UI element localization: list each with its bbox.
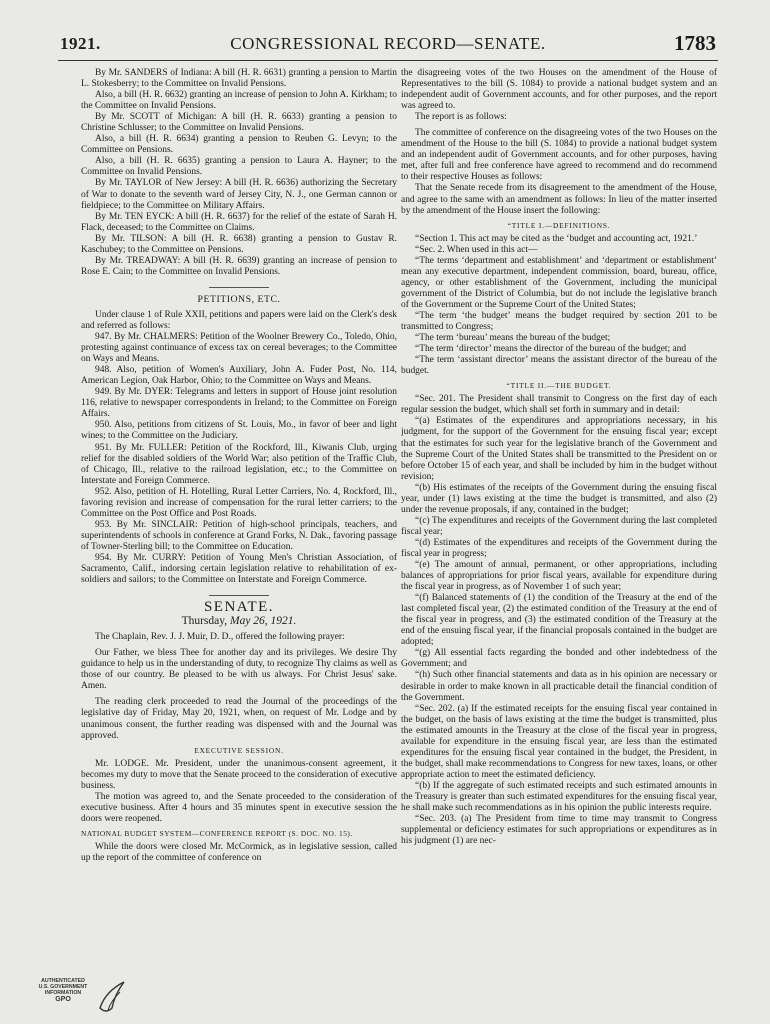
bill-entry: By Mr. TEN EYCK: A bill (H. R. 6637) for the relief of the estate of Sarah H. Flack, deceased; to the Committee on Claims. xyxy=(81,211,397,233)
logo-line: INFORMATION xyxy=(44,990,82,996)
executive-session-heading: EXECUTIVE SESSION. xyxy=(194,745,284,755)
petition-entry: 950. Also, petitions from citizens of St. Louis, Mo., in favor of beer and light wines; to the Committee on the Judiciary. xyxy=(81,420,397,442)
clause-d: “(d) Estimates of the expenditures and receipts of the Government during the fiscal year in progress; xyxy=(401,537,717,559)
bill-entry: Also, a bill (H. R. 6634) granting a pension to Reuben G. Levyn; to the Committee on Pensions. xyxy=(81,134,397,156)
petition-entry: 954. By Mr. CURRY: Petition of Young Men's Christian Association, of Sacramento, Calif., indorsing certain legislation relative to rehabilitation of ex-soldiers and sailors; to the Committee on Interstate and Foreign Commerce. xyxy=(81,552,397,586)
definition: “The term ‘the budget’ means the budget required by section 201 to be transmitted to Congress; xyxy=(401,310,717,333)
header-page-number: 1783 xyxy=(674,31,716,55)
while-text: While the doors were closed Mr. McCormick, as in legislative session, called up the report of the committee of conference on xyxy=(81,842,397,864)
section-two: “Sec. 2. When used in this act— xyxy=(415,244,538,255)
section-201: “Sec. 201. The President shall transmit to Congress on the first day of each regular session the budget, which shall set forth in summary and in detail: xyxy=(401,394,717,416)
header-year: 1921. xyxy=(60,34,101,53)
header-title: CONGRESSIONAL RECORD—SENATE. xyxy=(230,34,546,53)
chaplain-text: The Chaplain, Rev. J. J. Muir, D. D., offered the following prayer: xyxy=(95,632,345,643)
section-one: “Section 1. This act may be cited as the ‘budget and accounting act, 1921.’ xyxy=(415,233,698,244)
section-203: “Sec. 203. (a) The President from time to time may transmit to Congress supplemental or deficiency estimates for such appropriations or expenditures as in his judgment (1) are nec- xyxy=(401,814,717,847)
petition-entry: 948. Also, petition of Women's Auxiliary, John A. Fuder Post, No. 114, American Legion, Oak Harbor, Ohio; to the Committee on Ways and Means. xyxy=(81,365,397,387)
logo-text xyxy=(30,978,96,1003)
report-follows: The report is as follows: xyxy=(415,112,507,123)
clause-b: “(b) His estimates of the receipts of the Government during the ensuing fiscal year, under (1) laws existing at the time the budget is transmitted, and also (2) under the revenue proposals, if any, contained in the budget; xyxy=(401,482,717,515)
clause-g: “(g) All essential facts regarding the bonded and other indebtedness of the Government; and xyxy=(401,648,717,670)
petition-entry: Under clause 1 of Rule XXII, petitions and papers were laid on the Clerk's desk and referred as follows: xyxy=(81,309,397,331)
clause-f: “(f) Balanced statements of (1) the condition of the Treasury at the end of the last completed fiscal year, (2) the estimated condition of the Treasury at the end of the fiscal year in progress, and (3) the estimated condition of the Treasury at the end of the ensuing fiscal year, if the financial proposals contained in the budget are adopted; xyxy=(401,593,717,648)
bill-entry: By Mr. TILSON: A bill (H. R. 6638) granting a pension to Gustav R. Kaschubey; to the Committee on Pensions. xyxy=(81,233,397,255)
bill-entry: By Mr. TREADWAY: A bill (H. R. 6639) granting an increase of pension to Rose E. Cain; to the Committee on Invalid Pensions. xyxy=(81,255,397,277)
eagle-icon xyxy=(94,978,130,1018)
clause-a: “(a) Estimates of the expenditures and appropriations necessary, in his judgment, for the support of the Government for the ensuing fiscal year; except that the estimates for such year for the legislative branch of the Government and the Supreme Court of the United States shall be transmitted to the President on or before October 15 of each year, and shall be included by him in the budget without revision; xyxy=(401,416,717,482)
definition: “The term ‘assistant director’ means the assistant director of the bureau of the budget. xyxy=(401,355,717,377)
petition-entry: 952. Also, petition of H. Hotelling, Rural Letter Carriers, No. 4, Rockford, Ill., favoring revision and increase of compensation for the rural letter carriers; to the Committee on the Post Office and Post Roads. xyxy=(81,486,397,519)
left-column xyxy=(81,68,397,968)
clause-h: “(h) Such other financial statements and data as in his opinion are necessary or desirable in order to make known in all practicable detail the financial condition of the Government. xyxy=(401,670,717,703)
definition: “The term ‘bureau’ means the bureau of the budget; xyxy=(415,333,611,344)
logo-mark: GPO xyxy=(55,996,71,1003)
prayer-text: Our Father, we bless Thee for another day and its privileges. We desire Thy guidance to help us in the understanding of duty, to recognize Thy claims as well as those of our country. Be pleased to be with us always. For Christ Jesus' sake. Amen. xyxy=(81,648,397,692)
bill-entry: By Mr. SCOTT of Michigan: A bill (H. R. 6633) granting a pension to Christine Schlusser; to the Committee on Invalid Pensions. xyxy=(81,112,397,134)
recede-text: That the Senate recede from its disagreement to the amendment of the House, and agree to the same with an amendment as follows: In lieu of the matter inserted by the amendment of the House insert the following: xyxy=(401,183,717,216)
logo-line: AUTHENTICATED xyxy=(41,978,85,984)
bill-entry: Also, a bill (H. R. 6632) granting an increase of pension to John A. Kirkham; to the Committee on Invalid Pensions. xyxy=(81,90,397,112)
budget-system-heading: NATIONAL BUDGET SYSTEM—CONFERENCE REPORT (S. DOC. NO. 15). xyxy=(81,828,353,838)
committee-text: The committee of conference on the disagreeing votes of the two Houses on the amendment of the House to the bill (S. 1084) to provide a national budget system and an independent audit of Government accounts, and for other purposes, having met, after full and free conference have agreed to recommend and do recommend to their respective Houses as follows: xyxy=(401,128,717,183)
bill-entry: By Mr. SANDERS of Indiana: A bill (H. R. 6631) granting a pension to Martin L. Stokesberry; to the Committee on Invalid Pensions. xyxy=(81,68,397,90)
page-header xyxy=(58,30,718,61)
definition: “The term ‘director’ means the director of the bureau of the budget; and xyxy=(415,344,687,355)
petition-entry: 951. By Mr. FULLER: Petition of the Rockford, Ill., Kiwanis Club, urging relief for the disabled soldiers of the World War; also petition of the Traffic Club, of Chicago, Ill., relative to the railroad legislation, etc.; to the Committee on Interstate and Foreign Commerce. xyxy=(81,442,397,486)
senate-heading: SENATE. xyxy=(203,599,275,616)
section-divider xyxy=(209,595,269,596)
session-date xyxy=(81,616,397,627)
clause-c: “(c) The expenditures and receipts of the Government during the last completed fiscal year; xyxy=(401,515,717,537)
petition-entry: 949. By Mr. DYER: Telegrams and letters in support of House joint resolution 116, relative to newspaper correspondents in Ireland; to the Committee on Foreign Affairs. xyxy=(81,387,397,420)
petition-entry: 947. By Mr. CHALMERS: Petition of the Woolner Brewery Co., Toledo, Ohio, protesting against continuance of excess tax on cereal beverages; to the Committee on Ways and Means. xyxy=(81,332,397,365)
lodge-text: Mr. LODGE. Mr. President, under the unanimous-consent agreement, it becomes my duty to move that the Senate proceed to the consideration of executive business. xyxy=(81,758,397,791)
section-divider xyxy=(209,287,269,288)
date-rest: May 26, 1921. xyxy=(230,615,297,628)
section-202-b: “(b) If the aggregate of such estimated receipts and such estimated amounts in the Treasury is greater than such estimated expenditures for the ensuing fiscal year, he shall make such recommendations as in his opinion the public interests require. xyxy=(401,780,717,814)
bill-entry: Also, a bill (H. R. 6635) granting a pension to Laura A. Hayner; to the Committee on Invalid Pensions. xyxy=(81,156,397,178)
date-day: Thursday, xyxy=(181,615,228,628)
petition-entry: 953. By Mr. SINCLAIR: Petition of high-school principals, teachers, and superintendents of schools in conference at Grand Forks, N. Dak., favoring passage of Towner-Sterling bill; to the Committee on Education. xyxy=(81,519,397,552)
journal-text: The reading clerk proceeded to read the Journal of the proceedings of the legislative day of Friday, May 20, 1921, when, on request of Mr. Lodge and by unanimous consent, the further reading was dispensed with and the Journal was approved. xyxy=(81,697,397,741)
petitions-heading: PETITIONS, ETC. xyxy=(197,293,281,305)
motion-text: The motion was agreed to, and the Senate proceeded to the consideration of executive business. After 4 hours and 35 minutes spent in executive session the doors were reopened. xyxy=(81,791,397,824)
section-202: “Sec. 202. (a) If the estimated receipts for the ensuing fiscal year contained in the budget, on the basis of laws existing at the time the budget is transmitted, plus the estimated amounts in the Treasury at the close of the fiscal year in progress, available for expenditure in the ensuing fiscal year, are less than the estimated expenditures for the ensuing fiscal year contained in the budget, the President, in the budget, shall make recommendations to Congress for new taxes, loans, or other appropriate action to meet the estimated deficiency. xyxy=(401,703,717,780)
definition: “The terms ‘department and establishment’ and ‘department or establishment’ mean any executive department, independent commission, board, bureau, office, agency, or other establishment of the Government, including the municipal government of the District of Columbia, but do not include the legislative branch of the Government or the Supreme Court of the United States; xyxy=(401,255,717,310)
right-column xyxy=(401,68,717,968)
title-two-heading: “TITLE II.—THE BUDGET. xyxy=(506,381,612,391)
clause-e: “(e) The amount of annual, permanent, or other appropriations, including balances of appropriations for prior fiscal years, available for expenditure during the fiscal year in progress, as of November 1 of such year; xyxy=(401,560,717,593)
logo-line: U.S. GOVERNMENT xyxy=(38,984,88,990)
report-intro: the disagreeing votes of the two Houses on the amendment of the House of Representatives to the bill (S. 1084) to provide a national budget system and an independent audit of Government accounts, and for other purposes, and the report was agreed to. xyxy=(401,68,717,112)
gpo-authenticated-logo xyxy=(30,978,130,1018)
title-one-heading: “TITLE I.—DEFINITIONS. xyxy=(507,220,611,230)
bill-entry: By Mr. TAYLOR of New Jersey: A bill (H. R. 6636) authorizing the Secretary of War to donate to the seventh ward of Jersey City, N. J., one German cannon or fieldpiece; to the Committee on Military Affairs. xyxy=(81,178,397,211)
